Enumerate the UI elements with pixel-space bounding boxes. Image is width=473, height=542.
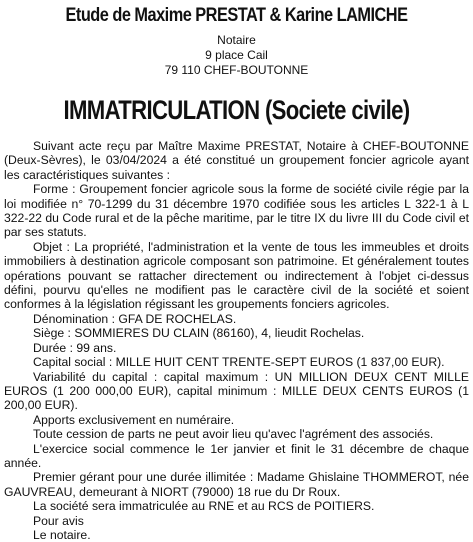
notary-office-name: Etude de Maxime PRESTAT & Karine LAMICHE [65, 5, 408, 26]
legal-notice [0, 5, 473, 542]
company-name-line: Dénomination : GFA DE ROCHELAS. [33, 311, 237, 326]
notary-street: 9 place Cail [205, 48, 268, 62]
object-paragraph: Objet : La propriété, l'administration et la vente de tous les immeubles et droits immobiliers à destination agricole composant son patrimoine. Et généralement toutes opérations pouvant se rattacher directement ou indirectement à l'objet ci-dessus défini, pourvu qu'elles ne modifient pas le caractère civil de la société et soient conformes à la législation régissant les groupements fonciers agricoles. [4, 239, 469, 312]
notice-title: IMMATRICULATION (Societe civile) [63, 95, 410, 125]
share-transfer-line: Toute cession de parts ne peut avoir lieu qu'avec l'agrément des associés. [33, 427, 434, 442]
share-capital-line: Capital social : MILLE HUIT CENT TRENTE-SEPT EUROS (1 837,00 EUR). [33, 355, 445, 370]
registration-line: La société sera immatriculée au RNE et au RCS de POITIERS. [33, 499, 375, 514]
for-notice-line: Pour avis [33, 513, 84, 528]
manager-paragraph: Premier gérant pour une durée illimitée : Madame Ghislaine THOMMEROT, née GAUVREAU, demeurant à NIORT (79000) 18 rue du Dr Roux. [4, 470, 469, 499]
fiscal-year-line: L'exercice social commence le 1er janvier et finit le 31 décembre de chaque année. [4, 441, 469, 470]
notary-office-address [2, 33, 471, 78]
notary-city: 79 110 CHEF-BOUTONNE [164, 63, 309, 77]
capital-variability-paragraph: Variabilité du capital : capital maximum : UN MILLION DEUX CENT MILLE EUROS (1 200 000,00 EUR), capital minimum : MILLE DEUX CENTS EUROS (1 200,00 EUR). [4, 369, 469, 413]
duration-line: Durée : 99 ans. [33, 340, 117, 355]
head-office-line: Siège : SOMMIERES DU CLAIN (86160), 4, lieudit Rochelas. [33, 326, 365, 341]
notary-role: Notaire [217, 33, 256, 47]
notice-body [2, 139, 471, 542]
contributions-line: Apports exclusivement en numéraire. [33, 412, 235, 427]
form-paragraph: Forme : Groupement foncier agricole sous la forme de société civile régie par la loi modifiée n° 70-1299 du 31 décembre 1970 codifiée sous les articles L 322-1 à L 322-22 du Code rural et de la pêche maritime, par le titre IX du livre III du Code civil et par ses statuts. [4, 182, 469, 240]
signature-line: Le notaire. [33, 527, 91, 542]
intro-paragraph: Suivant acte reçu par Maître Maxime PRESTAT, Notaire à CHEF-BOUTONNE (Deux-Sèvres), le 03/04/2024 a été constitué un groupement foncier agricole ayant les caractéristiques suivantes : [4, 139, 469, 182]
